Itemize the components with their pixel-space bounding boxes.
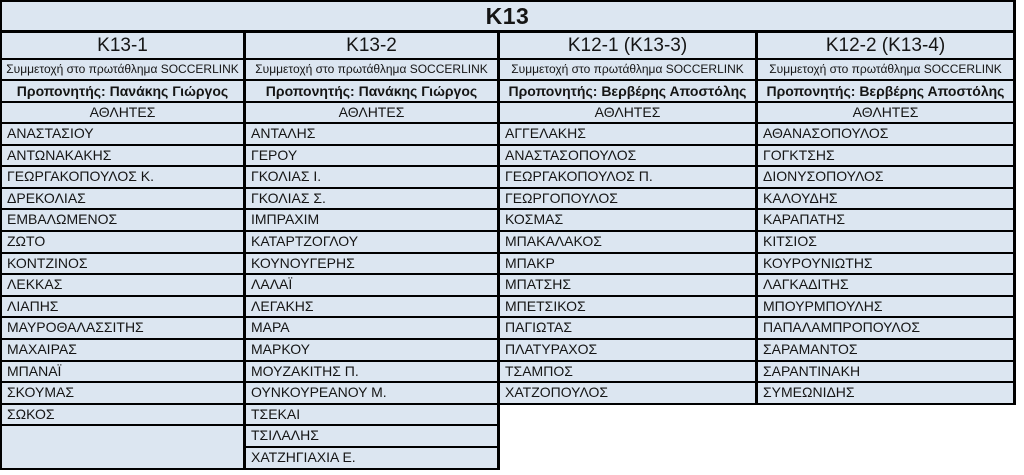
team-column-1 [2, 33, 246, 470]
player-row: ΚΑΤΑΡΤΖΟΓΛΟΥ [246, 232, 497, 254]
player-row: ΛΕΓΑΚΗΣ [246, 297, 497, 319]
empty-cell [2, 426, 243, 469]
player-row: ΚΟΝΤΖΙΝΟΣ [2, 254, 243, 276]
column-title: K13-1 [2, 33, 243, 60]
player-row: ΓΕΩΡΓΑΚΟΠΟΥΛΟΣ Κ. [2, 167, 243, 189]
player-row: ΣΚΟΥΜΑΣ [2, 383, 243, 405]
player-row: ΤΣΕΚΑΙ [246, 405, 497, 427]
table-title: K13 [2, 2, 1016, 33]
player-row: ΜΠΟΥΡΜΠΟΥΛΗΣ [758, 297, 1013, 319]
player-row: ΑΓΓΕΛΑΚΗΣ [500, 124, 755, 146]
team-column-2 [246, 33, 500, 470]
player-row: ΑΝΤΑΛΗΣ [246, 124, 497, 146]
coach-name: Προπονητής: Πανάκης Γιώργος [246, 81, 497, 103]
player-row: ΚΟΥΡΟΥΝΙΩΤΗΣ [758, 254, 1013, 276]
player-row: ΠΑΠΑΛΑΜΠΡΟΠΟΥΛΟΣ [758, 318, 1013, 340]
coach-name: Προπονητής: Πανάκης Γιώργος [2, 81, 243, 103]
player-row: ΛΙΑΠΗΣ [2, 297, 243, 319]
team-column-4 [758, 33, 1016, 405]
player-row: ΓΕΡΟΥ [246, 146, 497, 168]
player-row: ΜΑΧΑΙΡΑΣ [2, 340, 243, 362]
column-title: K12-1 (K13-3) [500, 33, 755, 60]
participation-note: Συμμετοχή στο πρωτάθλημα SOCCERLINK [758, 60, 1013, 81]
player-row: ΠΑΓΙΩΤΑΣ [500, 318, 755, 340]
participation-note: Συμμετοχή στο πρωτάθλημα SOCCERLINK [246, 60, 497, 81]
player-row: ΓΟΓΚΤΣΗΣ [758, 146, 1013, 168]
player-row: ΣΩΚΟΣ [2, 405, 243, 427]
player-row: ΚΑΡΑΠΑΤΗΣ [758, 210, 1013, 232]
player-row: ΣΑΡΑΜΑΝΤΟΣ [758, 340, 1013, 362]
columns-row [2, 33, 1016, 470]
player-row: ΑΝΤΩΝΑΚΑΚΗΣ [2, 146, 243, 168]
player-row: ΜΠΑΤΣΗΣ [500, 275, 755, 297]
player-row: ΑΝΑΣΤΑΣΙΟΥ [2, 124, 243, 146]
coach-name: Προπονητής: Βερβέρης Αποστόλης [758, 81, 1013, 103]
player-row: ΧΑΤΖΗΓΙΑΧΙΑ Ε. [246, 448, 497, 470]
player-row: ΚΟΥΝΟΥΓΕΡΗΣ [246, 254, 497, 276]
participation-note: Συμμετοχή στο πρωτάθλημα SOCCERLINK [2, 60, 243, 81]
player-row: ΑΘΑΝΑΣΟΠΟΥΛΟΣ [758, 124, 1013, 146]
player-row: ΛΑΛΑΪ [246, 275, 497, 297]
participation-note: Συμμετοχή στο πρωτάθλημα SOCCERLINK [500, 60, 755, 81]
team-column-3 [500, 33, 758, 405]
player-row: ΤΣΙΛΑΛΗΣ [246, 426, 497, 448]
athletes-header: ΑΘΛΗΤΕΣ [2, 103, 243, 124]
player-row: ΣΥΜΕΩΝΙΔΗΣ [758, 383, 1013, 405]
column-title: K12-2 (K13-4) [758, 33, 1013, 60]
athletes-header: ΑΘΛΗΤΕΣ [758, 103, 1013, 124]
player-row: ΜΠΕΤΣΙΚΟΣ [500, 297, 755, 319]
player-row: ΓΚΟΛΙΑΣ Σ. [246, 189, 497, 211]
player-row: ΕΜΒΑΛΩΜΕΝΟΣ [2, 210, 243, 232]
player-row: ΜΟΥΖΑΚΙΤΗΣ Π. [246, 362, 497, 384]
player-row: ΜΑΥΡΟΘΑΛΑΣΣΙΤΗΣ [2, 318, 243, 340]
player-row: ΜΠΑΚΡ [500, 254, 755, 276]
player-row: ΓΕΩΡΓΑΚΟΠΟΥΛΟΣ Π. [500, 167, 755, 189]
player-row: ΔΡΕΚΟΛΙΑΣ [2, 189, 243, 211]
player-row: ΓΚΟΛΙΑΣ Ι. [246, 167, 497, 189]
player-row: ΚΟΣΜΑΣ [500, 210, 755, 232]
player-row: ΜΠΑΝΑΪ [2, 362, 243, 384]
player-row: ΚΙΤΣΙΟΣ [758, 232, 1013, 254]
player-row: ΑΝΑΣΤΑΣΟΠΟΥΛΟΣ [500, 146, 755, 168]
player-row: ΜΠΑΚΑΛΑΚΟΣ [500, 232, 755, 254]
player-row: ΚΑΛΟΥΔΗΣ [758, 189, 1013, 211]
athletes-header: ΑΘΛΗΤΕΣ [246, 103, 497, 124]
player-row: ΛΕΚΚΑΣ [2, 275, 243, 297]
player-row: ΓΕΩΡΓΟΠΟΥΛΟΣ [500, 189, 755, 211]
player-row: ΖΩΤΟ [2, 232, 243, 254]
player-row: ΔΙΟΝΥΣΟΠΟΥΛΟΣ [758, 167, 1013, 189]
player-row: ΠΛΑΤΥΡΑΧΟΣ [500, 340, 755, 362]
player-row: ΤΣΑΜΠΟΣ [500, 362, 755, 384]
player-row: ΟΥΝΚΟΥΡΕΑΝΟΥ Μ. [246, 383, 497, 405]
column-title: K13-2 [246, 33, 497, 60]
player-row: ΧΑΤΖΟΠΟΥΛΟΣ [500, 383, 755, 405]
player-row: ΣΑΡΑΝΤΙΝΑΚΗ [758, 362, 1013, 384]
coach-name: Προπονητής: Βερβέρης Αποστόλης [500, 81, 755, 103]
player-row: ΜΑΡΚΟΥ [246, 340, 497, 362]
player-row: ΙΜΠΡΑΧΙΜ [246, 210, 497, 232]
athletes-header: ΑΘΛΗΤΕΣ [500, 103, 755, 124]
player-row: ΜΑΡΑ [246, 318, 497, 340]
player-row: ΛΑΓΚΑΔΙΤΗΣ [758, 275, 1013, 297]
